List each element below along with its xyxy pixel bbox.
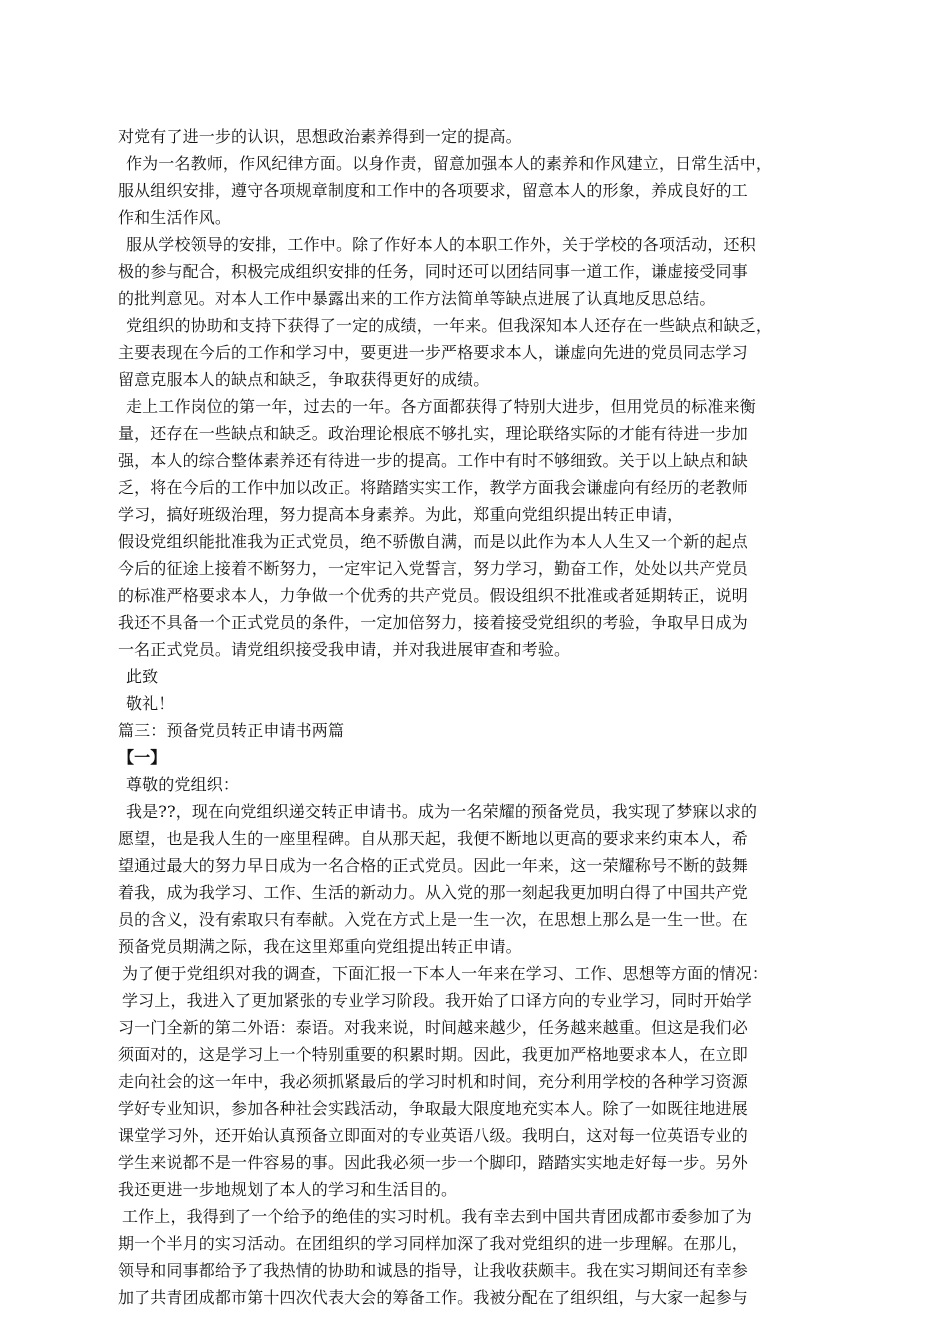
section-marker: 【一】 xyxy=(118,748,167,767)
text-line: 加了共青团成都市第十四次代表大会的筹备工作。我被分配在了组织组，与大家一起参与 xyxy=(118,1288,748,1307)
text-line: 主要表现在今后的工作和学习中，要更进一步严格要求本人，谦虚向先进的党员同志学习 xyxy=(118,343,748,362)
text-line: 党组织的协助和支持下获得了一定的成绩，一年来。但我深知本人还存在一些缺点和缺乏， xyxy=(126,316,773,335)
document-page xyxy=(118,123,833,1311)
text-line: 着我，成为我学习、工作、生活的新动力。从入党的那一刻起我更加明白得了中国共产党 xyxy=(118,883,748,902)
text-line: 的批判意见。对本人工作中暴露出来的工作方法简单等缺点进展了认真地反思总结。 xyxy=(118,289,716,308)
closing-regards: 敬礼！ xyxy=(126,694,175,713)
text-line: 学习上，我进入了更加紧张的专业学习阶段。我开始了口译方向的专业学习，同时开始学 xyxy=(122,991,752,1010)
text-line: 假设党组织能批准我为正式党员，绝不骄傲自满，而是以此作为本人人生又一个新的起点 xyxy=(118,532,748,551)
text-line: 期一个半月的实习活动。在团组织的学习同样加深了我对党组织的进一步理解。在那儿， xyxy=(118,1234,748,1253)
text-line: 愿望，也是我人生的一座里程碑。自从那天起，我便不断地以更高的要求来约束本人，希 xyxy=(118,829,748,848)
text-line: 作为一名教师，作风纪律方面。以身作责，留意加强本人的素养和作风建立，日常生活中， xyxy=(126,154,773,173)
text-line: 工作上，我得到了一个给予的绝佳的实习时机。我有幸去到中国共青团成都市委参加了为 xyxy=(122,1207,752,1226)
text-line: 极的参与配合，积极完成组织安排的任务，同时还可以团结同事一道工作，谦虚接受同事 xyxy=(118,262,748,281)
text-line: 服从组织安排，遵守各项规章制度和工作中的各项要求，留意本人的形象，养成良好的工 xyxy=(118,181,748,200)
section-title: 篇三：预备党员转正申请书两篇 xyxy=(118,721,345,740)
text-line: 强，本人的综合整体素养还有待进一步的提高。工作中有时不够细致。关于以上缺点和缺 xyxy=(118,451,748,470)
text-line: 学习，搞好班级治理，努力提高本身素养。为此，郑重向党组织提出转正申请， xyxy=(118,505,684,524)
text-line: 学好专业知识，参加各种社会实践活动，争取最大限度地充实本人。除了一如既往地进展 xyxy=(118,1099,748,1118)
text-line: 我还不具备一个正式党员的条件，一定加倍努力，接着接受党组织的考验，争取早日成为 xyxy=(118,613,748,632)
text-line: 的标准严格要求本人，力争做一个优秀的共产党员。假设组织不批准或者延期转正，说明 xyxy=(118,586,748,605)
letter-greeting: 尊敬的党组织： xyxy=(126,775,240,794)
text-line: 作和生活作风。 xyxy=(118,208,232,227)
text-line: 预备党员期满之际，我在这里郑重向党组提出转正申请。 xyxy=(118,937,522,956)
text-line: 为了便于党组织对我的调查，下面汇报一下本人一年来在学习、工作、思想等方面的情况： xyxy=(122,964,769,983)
text-line: 习一门全新的第二外语：泰语。对我来说，时间越来越少，任务越来越重。但这是我们必 xyxy=(118,1018,748,1037)
text-line: 今后的征途上接着不断努力，一定牢记入党誓言，努力学习，勤奋工作，处处以共产党员 xyxy=(118,559,748,578)
text-line: 走上工作岗位的第一年，过去的一年。各方面都获得了特别大进步，但用党员的标准来衡 xyxy=(126,397,756,416)
text-line: 员的含义，没有索取只有奉献。入党在方式上是一生一次，在思想上那么是一生一世。在 xyxy=(118,910,748,929)
text-line: 课堂学习外，还开始认真预备立即面对的专业英语八级。我明白，这对每一位英语专业的 xyxy=(118,1126,748,1145)
text-line: 留意克服本人的缺点和缺乏，争取获得更好的成绩。 xyxy=(118,370,490,389)
text-line: 量，还存在一些缺点和缺乏。政治理论根底不够扎实，理论联络实际的才能有待进一步加 xyxy=(118,424,748,443)
text-line: 学生来说都不是一件容易的事。因此我必须一步一个脚印，踏踏实实地走好每一步。另外 xyxy=(118,1153,748,1172)
text-line: 走向社会的这一年中，我必须抓紧最后的学习时机和时间，充分利用学校的各种学习资源 xyxy=(118,1072,748,1091)
text-line: 一名正式党员。请党组织接受我申请，并对我进展审查和考验。 xyxy=(118,640,571,659)
text-line: 服从学校领导的安排，工作中。除了作好本人的本职工作外，关于学校的各项活动，还积 xyxy=(126,235,756,254)
text-line: 领导和同事都给予了我热情的协助和诚恳的指导，让我收获颇丰。我在实习期间还有幸参 xyxy=(118,1261,748,1280)
text-line: 乏，将在今后的工作中加以改正。将踏踏实实工作，教学方面我会谦虚向有经历的老教师 xyxy=(118,478,748,497)
text-line: 我还更进一步地规划了本人的学习和生活目的。 xyxy=(118,1180,458,1199)
text-line: 对党有了进一步的认识，思想政治素养得到一定的提高。 xyxy=(118,127,522,146)
closing-salutation: 此致 xyxy=(126,667,159,686)
text-line: 须面对的，这是学习上一个特别重要的积累时期。因此，我更加严格地要求本人，在立即 xyxy=(118,1045,748,1064)
text-line: 我是??，现在向党组织递交转正申请书。成为一名荣耀的预备党员，我实现了梦寐以求的 xyxy=(126,802,758,821)
text-line: 望通过最大的努力早日成为一名合格的正式党员。因此一年来，这一荣耀称号不断的鼓舞 xyxy=(118,856,748,875)
